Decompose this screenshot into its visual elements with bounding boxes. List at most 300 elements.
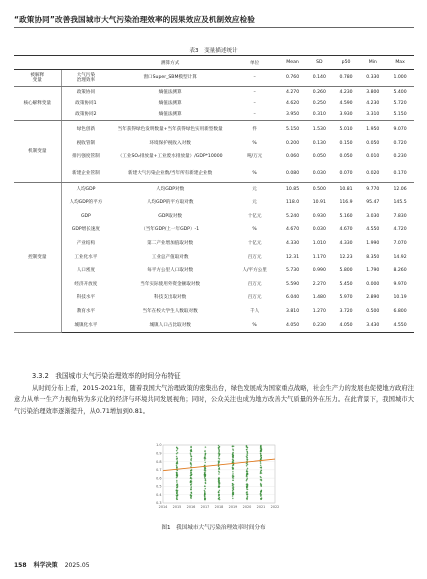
scatter-point <box>246 459 248 461</box>
scatter-point <box>247 447 249 449</box>
scatter-point <box>232 483 234 485</box>
table-row <box>14 138 414 149</box>
scatter-point <box>232 475 234 477</box>
scatter-point <box>205 470 207 472</box>
scatter-point <box>232 454 234 456</box>
unit-cell: 十亿元 <box>247 240 262 246</box>
stat-cell: 4.550 <box>366 227 380 233</box>
scatter-point <box>218 486 220 488</box>
x-tick-label: 2022 <box>270 505 279 509</box>
stat-cell: 4.270 <box>285 90 300 96</box>
stat-cell: 12.23 <box>339 254 353 260</box>
method-cell: （当年GDP/上一年GDP）-1 <box>141 227 200 233</box>
scatter-point <box>218 457 220 459</box>
unit-cell: 百万元 <box>247 295 262 301</box>
scatter-point <box>232 473 234 475</box>
y-tick-label: 0.6 <box>156 476 162 481</box>
variable-cell: 人均GDP的平方 <box>69 200 103 206</box>
scatter-point <box>261 479 263 481</box>
scatter-point <box>176 484 178 486</box>
table-row <box>14 223 414 237</box>
table-row <box>14 264 414 278</box>
stat-cell: 0.050 <box>339 154 353 160</box>
stat-cell: 1.010 <box>312 240 326 246</box>
stat-cell: 10.81 <box>339 186 353 192</box>
scatter-point <box>190 481 192 483</box>
scatter-point <box>246 475 248 477</box>
variable-cell: 工业化水平 <box>74 254 98 260</box>
scatter-point <box>190 446 192 448</box>
scatter-point <box>190 459 192 461</box>
stat-cell: 0.250 <box>312 101 326 107</box>
scatter-point <box>218 495 220 497</box>
scatter-point <box>246 445 248 447</box>
scatter-point <box>205 446 207 448</box>
scatter-point <box>260 450 262 452</box>
stat-cell: 2.890 <box>366 295 380 301</box>
scatter-point <box>260 493 262 495</box>
scatter-point <box>247 485 249 487</box>
scatter-point <box>247 486 249 488</box>
scatter-point <box>191 450 193 452</box>
stat-cell: 3.950 <box>279 109 306 121</box>
scatter-point <box>246 471 248 473</box>
scatter-point <box>205 498 207 500</box>
scatter-point <box>247 491 249 493</box>
scatter-point <box>204 493 206 495</box>
scatter-point <box>260 498 262 500</box>
scatter-point <box>204 491 206 493</box>
scatter-point <box>260 484 262 486</box>
scatter-point <box>176 486 178 488</box>
scatter-point <box>191 496 193 498</box>
scatter-point <box>204 486 206 488</box>
stat-cell: 0.760 <box>279 70 306 87</box>
scatter-point <box>247 474 249 476</box>
scatter-point <box>190 449 192 451</box>
variable-cell: 产业结构 <box>76 240 96 246</box>
scatter-point <box>232 455 234 457</box>
scatter-point <box>190 497 192 499</box>
scatter-point <box>232 471 234 473</box>
scatter-point <box>218 491 220 493</box>
stat-cell: 1.170 <box>312 254 326 260</box>
stat-cell: 0.720 <box>393 140 407 146</box>
stat-cell: 0.230 <box>306 319 333 333</box>
scatter-point <box>232 498 234 500</box>
issue-date: 2025.05 <box>64 562 90 569</box>
scatter-point <box>260 495 262 497</box>
table-row <box>14 319 414 333</box>
scatter-point <box>247 468 249 470</box>
stat-cell: 1.950 <box>366 126 380 132</box>
scatter-point <box>177 463 179 465</box>
scatter-point <box>219 455 221 457</box>
category-cell: 被解释 变量 <box>14 70 61 87</box>
method-cell: 熵值法测算 <box>158 90 182 96</box>
efficiency-time-scatter-chart <box>147 441 279 514</box>
stat-cell: 3.310 <box>359 109 386 121</box>
scatter-point <box>205 453 207 455</box>
scatter-point <box>232 448 234 450</box>
variable-cell: 新建企业管制 <box>61 165 110 182</box>
scatter-point <box>218 461 220 463</box>
stat-cell: 1.270 <box>312 308 326 314</box>
scatter-point <box>204 472 206 474</box>
scatter-point <box>190 472 192 474</box>
stat-cell: 0.050 <box>366 140 380 146</box>
stat-cell: 10.91 <box>312 200 326 206</box>
table-row <box>14 109 414 121</box>
col-header <box>14 56 61 70</box>
scatter-point <box>218 481 220 483</box>
stat-cell: 6.040 <box>285 295 300 301</box>
stat-cell: 1.480 <box>312 295 326 301</box>
unit-cell: 百万元 <box>247 281 262 287</box>
variable-cell: GDP <box>80 213 91 219</box>
x-tick-label: 2016 <box>186 505 196 509</box>
unit-cell: % <box>230 165 279 182</box>
variable-cell: 排污强度管制 <box>72 154 100 160</box>
table-row <box>14 70 414 87</box>
stat-cell: 5.150 <box>386 109 414 121</box>
stat-cell: 10.19 <box>393 295 407 301</box>
unit-cell: 件 <box>252 126 257 132</box>
stat-cell: 4.050 <box>333 319 360 333</box>
table-row <box>14 98 414 109</box>
x-tick-label: 2017 <box>200 505 210 509</box>
stat-cell: 0.930 <box>312 213 326 219</box>
stat-cell: 0.230 <box>393 154 407 160</box>
stat-cell: 0.030 <box>306 165 333 182</box>
stat-cell: 4.330 <box>339 240 353 246</box>
stat-cell: 0.130 <box>312 140 326 146</box>
table-row <box>14 149 414 165</box>
scatter-point <box>190 474 192 476</box>
scatter-point <box>190 470 192 472</box>
stat-cell: 3.810 <box>285 308 300 314</box>
stat-cell: 4.050 <box>279 319 306 333</box>
scatter-point <box>232 479 234 481</box>
scatter-point <box>247 496 249 498</box>
body-paragraph: 从时间分布上看，2015-2021年，随着我国大气治理政策的密集出台，绿色发展成为国家重点战略，社会生产力的发展也促使地方政府注意力从单一生产力视角转为多元化的经济与环境共同发展视角；同时，公众关注也成为地方改善大气质量的外在压力。在此背景下，我国城市大气污染治理效率逐渐提升，从0.71增加到0.81。 <box>14 385 414 415</box>
stat-cell: 3.930 <box>333 109 360 121</box>
stat-cell: 118.0 <box>285 200 300 206</box>
category-cell: 机制变量 <box>14 121 61 182</box>
scatter-point <box>204 459 206 461</box>
stat-cell: 0.260 <box>312 90 326 96</box>
stat-cell: 9.770 <box>366 186 380 192</box>
stat-cell: 3.800 <box>366 90 380 96</box>
journal-name: 科学决策 <box>33 562 58 569</box>
stat-cell: 1.000 <box>386 70 414 87</box>
stat-cell: 5.240 <box>285 213 300 219</box>
variable-cell: 政策协同 <box>76 90 96 96</box>
stat-cell: 116.9 <box>339 200 353 206</box>
variable-cell: 税收管制 <box>76 140 96 146</box>
stat-cell: 4.670 <box>285 227 300 233</box>
method-cell: 新建大气污染企业数/当年所有新建企业数 <box>110 165 230 182</box>
variable-cell: 绿色创新 <box>76 126 96 132</box>
scatter-point <box>190 462 192 464</box>
scatter-point <box>260 446 262 448</box>
scatter-point <box>177 448 179 450</box>
section-heading: 3.3.2 我国城市大气污染治理效率的时间分布特征 <box>32 372 181 380</box>
stat-cell: 5.150 <box>285 126 300 132</box>
stat-cell: 9.970 <box>393 281 407 287</box>
stat-cell: 0.010 <box>366 154 380 160</box>
category-cell: 核心解释变量 <box>14 87 61 121</box>
variable-cell: 政策协同1 <box>75 101 97 107</box>
method-cell: 环境保护税收入对数 <box>149 140 191 146</box>
scatter-point <box>232 465 234 467</box>
scatter-point <box>176 490 178 492</box>
scatter-point <box>176 450 178 452</box>
scatter-point <box>247 478 249 480</box>
stat-cell: 0.050 <box>312 154 326 160</box>
scatter-point <box>204 454 206 456</box>
scatter-point <box>204 477 206 479</box>
col-header: Min <box>359 56 386 70</box>
stat-cell: 2.270 <box>312 281 326 287</box>
scatter-point <box>190 456 192 458</box>
stat-cell: 4.670 <box>339 227 353 233</box>
stat-cell: 4.550 <box>386 319 414 333</box>
scatter-point <box>218 445 220 447</box>
stat-cell: 8.350 <box>366 254 380 260</box>
unit-cell: – <box>230 109 279 121</box>
stat-cell: 0.780 <box>333 70 360 87</box>
stat-cell: 1.990 <box>366 240 380 246</box>
stat-cell: 7.830 <box>393 213 407 219</box>
scatter-point <box>233 457 235 459</box>
stat-cell: 8.260 <box>393 268 407 274</box>
unit-cell: 元 <box>252 200 257 206</box>
stat-cell: 0.200 <box>285 140 300 146</box>
scatter-point <box>232 446 234 448</box>
scatter-point <box>204 496 206 498</box>
scatter-point <box>205 488 207 490</box>
method-cell: 每平方公里人口取对数 <box>147 268 194 274</box>
scatter-point <box>176 480 178 482</box>
stat-cell: 0.060 <box>285 154 300 160</box>
method-cell: 城镇人口占比取对数 <box>110 319 230 333</box>
running-title: “政策协同”改善我国城市大气污染治理效率的因果效应及机制效应检验 <box>14 15 255 24</box>
scatter-point <box>205 468 207 470</box>
scatter-point <box>233 494 235 496</box>
table-row <box>14 291 414 305</box>
table-row <box>14 251 414 265</box>
scatter-point <box>176 447 178 449</box>
scatter-point <box>177 470 179 472</box>
scatter-point <box>260 473 262 475</box>
stat-cell: 0.990 <box>312 268 326 274</box>
scatter-point <box>218 447 220 449</box>
scatter-point <box>190 494 192 496</box>
scatter-point <box>261 448 263 450</box>
y-tick-label: 0.4 <box>156 492 162 497</box>
stat-cell: 0.080 <box>279 165 306 182</box>
scatter-point <box>246 457 248 459</box>
scatter-point <box>247 455 249 457</box>
scatter-point <box>232 491 234 493</box>
scatter-point <box>260 491 262 493</box>
col-header: Mean <box>279 56 306 70</box>
x-tick-label: 2014 <box>158 505 168 509</box>
table-row <box>14 237 414 251</box>
scatter-point <box>246 469 248 471</box>
unit-cell: – <box>253 101 256 107</box>
scatter-point <box>246 449 248 451</box>
stat-cell: 1.530 <box>312 126 326 132</box>
scatter-point <box>190 489 192 491</box>
stat-cell: 0.330 <box>359 70 386 87</box>
scatter-point <box>176 467 178 469</box>
scatter-point <box>177 492 179 494</box>
table-row <box>14 305 414 319</box>
method-cell: GDP取对数 <box>158 213 182 219</box>
scatter-point <box>177 498 179 500</box>
table-header-row <box>14 56 414 70</box>
unit-cell: 百万元 <box>247 254 262 260</box>
stat-cell: 5.800 <box>339 268 353 274</box>
scatter-point <box>205 482 207 484</box>
stat-cell: 6.800 <box>393 308 407 314</box>
stat-cell: 5.400 <box>393 90 407 96</box>
stat-cell: 4.230 <box>366 101 380 107</box>
stat-cell: 145.5 <box>393 200 407 206</box>
scatter-point <box>233 489 235 491</box>
stat-cell: 3.720 <box>339 308 353 314</box>
scatter-point <box>204 450 206 452</box>
scatter-point <box>219 453 221 455</box>
scatter-point <box>260 462 262 464</box>
scatter-point <box>218 477 220 479</box>
method-cell: 熵值法测算 <box>110 109 230 121</box>
scatter-point <box>260 453 262 455</box>
stat-cell: 5.590 <box>285 281 300 287</box>
x-tick-label: 2018 <box>214 505 224 509</box>
scatter-point <box>204 462 206 464</box>
table-body <box>14 70 414 333</box>
scatter-point <box>176 460 178 462</box>
scatter-point <box>190 486 192 488</box>
unit-cell: – <box>230 70 279 87</box>
method-cell: 科技支出取对数 <box>154 295 187 301</box>
variable-cell: 教育水平 <box>76 308 96 314</box>
scatter-point <box>247 493 249 495</box>
category-cell: 控制变量 <box>14 182 61 333</box>
stat-cell: 0.140 <box>306 70 333 87</box>
stat-cell: 5.010 <box>339 126 353 132</box>
method-cell: 熵值法测算 <box>158 101 182 107</box>
scatter-point <box>176 453 178 455</box>
col-header: Max <box>386 56 414 70</box>
stat-cell: 5.450 <box>339 281 353 287</box>
stat-cell: 9.070 <box>393 126 407 132</box>
page-number: 158 <box>14 562 27 569</box>
x-tick-label: 2021 <box>256 505 266 509</box>
variable-cell: GDP增长速度 <box>71 227 101 233</box>
stat-cell: 0.000 <box>366 281 380 287</box>
scatter-point <box>260 467 262 469</box>
method-cell: 窗口Super_SBM模型计算 <box>110 70 230 87</box>
unit-cell: – <box>253 90 256 96</box>
stat-cell: 3.030 <box>366 213 380 219</box>
stat-cell: 4.590 <box>339 101 353 107</box>
scatter-point <box>176 465 178 467</box>
col-header: 测算方式 <box>110 56 230 70</box>
scatter-point <box>246 480 248 482</box>
variable-cell: 城镇化水平 <box>61 319 110 333</box>
y-tick-label: 0.8 <box>156 459 162 464</box>
scatter-point <box>205 479 207 481</box>
scatter-point <box>261 485 263 487</box>
stat-cell: 0.070 <box>333 165 360 182</box>
stat-cell: 95.47 <box>366 200 380 206</box>
method-cell: 人均GDP对数 <box>156 186 185 192</box>
stat-cell: 0.500 <box>366 308 380 314</box>
method-cell: 当年在校大学生人数取对数 <box>142 308 198 314</box>
unit-cell: 元 <box>252 186 257 192</box>
stat-cell: 0.310 <box>306 109 333 121</box>
scatter-point <box>246 499 248 501</box>
stat-cell: 10.85 <box>285 186 300 192</box>
scatter-point <box>232 460 234 462</box>
table-caption: 表3 变量描述统计 <box>189 48 238 54</box>
y-tick-label: 0.5 <box>156 484 162 489</box>
descriptive-stats-table <box>14 55 414 333</box>
scatter-point <box>247 452 249 454</box>
stat-cell: 5.970 <box>339 295 353 301</box>
x-tick-label: 2019 <box>228 505 238 509</box>
stat-cell: 4.330 <box>285 240 300 246</box>
stat-cell: 12.06 <box>393 186 407 192</box>
unit-cell: % <box>230 319 279 333</box>
y-tick-label: 0.7 <box>156 468 162 473</box>
scatter-point <box>218 484 220 486</box>
table-row <box>14 210 414 224</box>
scatter-point <box>190 484 192 486</box>
variable-cell: 经济开放度 <box>74 281 98 287</box>
scatter-point <box>191 492 193 494</box>
method-cell: 当年实际使用外资金额取对数 <box>140 281 200 287</box>
stat-cell: 4.230 <box>339 90 353 96</box>
table-row <box>14 182 414 196</box>
method-cell: （工业SO₂排放量+工业废水排放量）/GDP*10000 <box>117 154 223 160</box>
scatter-point <box>218 451 220 453</box>
col-header: p50 <box>333 56 360 70</box>
header-rule <box>14 27 414 28</box>
method-cell: 工业总产值取对数 <box>151 254 189 260</box>
unit-cell: % <box>252 140 257 146</box>
scatter-point <box>218 449 220 451</box>
scatter-point <box>232 459 234 461</box>
scatter-point <box>246 463 248 465</box>
variable-cell: 人口密度 <box>76 268 96 274</box>
stat-cell: 0.170 <box>386 165 414 182</box>
variable-cell: 科技水平 <box>76 295 96 301</box>
stat-cell: 0.020 <box>359 165 386 182</box>
unit-cell: 千人 <box>250 308 260 314</box>
table-row <box>14 196 414 210</box>
scatter-point <box>176 477 178 479</box>
scatter-point <box>204 457 206 459</box>
scatter-point <box>246 451 248 453</box>
scatter-point <box>260 465 262 467</box>
method-cell: 第二产业增加值取对数 <box>147 240 194 246</box>
stat-cell: 4.720 <box>393 227 407 233</box>
